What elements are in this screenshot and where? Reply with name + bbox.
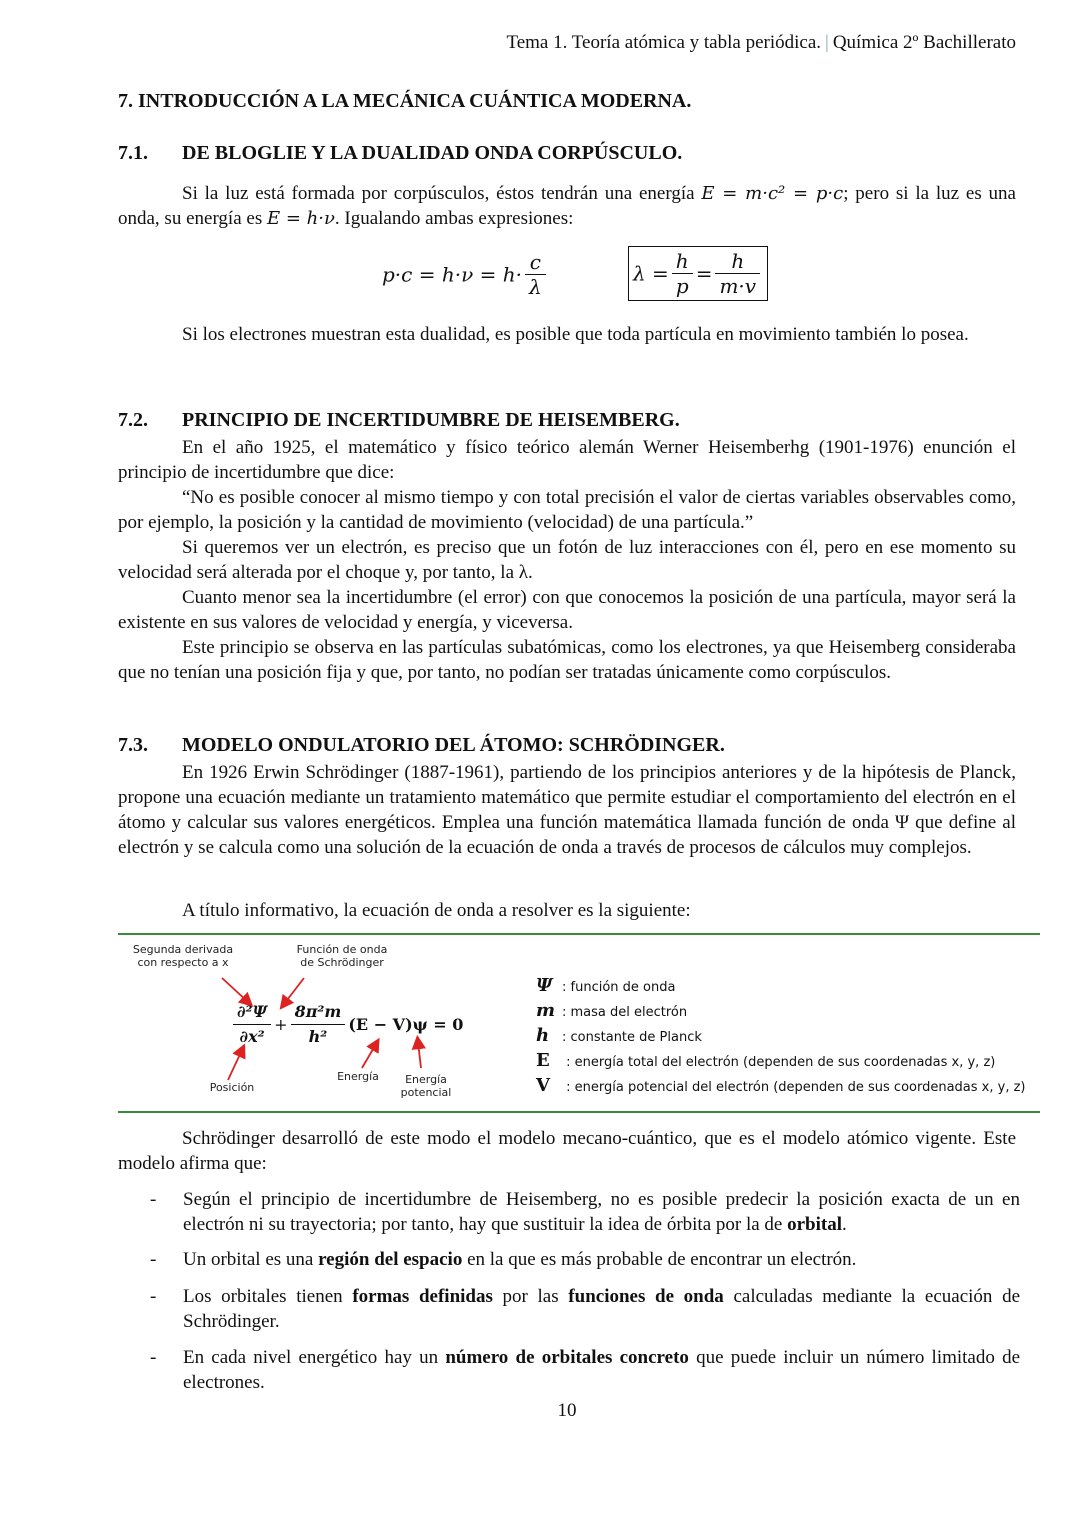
equation-tail: (E − V)ψ = 0: [348, 1015, 464, 1034]
bullet-dash: -: [150, 1189, 157, 1210]
paragraph: Cuanto menor sea la incertidumbre (el error) con que conocemos la posición de una partícula, mayor será la existente en sus valores de velocidad y energía, y viceversa.: [118, 587, 1016, 633]
paragraph: En el año 1925, el matemático y físico teórico alemán Werner Heisemberhg (1901-1976) enunción el principio de incertidumbre que dice:: [118, 437, 1016, 483]
paragraph: Este principio se observa en las partículas subatómicas, como los electrones, ya que Heisemberg consideraba que no tenían una posición fija y que, por tanto, no podían ser tratadas únicamente como corpúsculos.: [118, 637, 1016, 683]
bullet-dash: -: [150, 1249, 157, 1270]
label-energy: Energía: [337, 1070, 379, 1083]
label-line: de Schrödinger: [300, 956, 384, 969]
header-topic: Tema 1. Teoría atómica y tabla periódica.: [506, 32, 822, 53]
text: En cada nivel energético hay un: [183, 1347, 446, 1368]
legend-text: : energía potencial del electrón (dependen de sus coordenadas x, y, z): [562, 1080, 1026, 1095]
running-header: [506, 32, 1016, 54]
legend-symbol: h: [536, 1025, 550, 1046]
header-course: Química 2º Bachillerato: [832, 32, 1016, 53]
page-number: 10: [557, 1400, 577, 1421]
bold-text: región del espacio: [318, 1249, 463, 1270]
text: calculadas mediante la ecuación de Schrödinger.: [183, 1286, 1020, 1332]
lambda-symbol: λ =: [633, 261, 669, 286]
fraction-denominator: m·v: [719, 274, 757, 298]
arrow: [222, 978, 248, 1002]
label-line: Energía: [405, 1073, 447, 1086]
legend-item: [536, 1050, 995, 1071]
label-line: Función de onda: [296, 943, 388, 956]
fraction-numerator: ∂²Ψ: [233, 1000, 271, 1025]
arrow: [228, 1050, 242, 1080]
text: en la que es más probable de encontrar un electrón.: [462, 1249, 857, 1270]
text: . Igualando ambas expresiones:: [334, 208, 574, 229]
text: Un orbital es una: [183, 1249, 319, 1270]
plus-sign: +: [274, 1015, 288, 1034]
label-line: Segunda derivada: [132, 943, 234, 956]
paragraph: Si los electrones muestran esta dualidad, es posible que toda partícula en movimiento también lo posea.: [182, 324, 969, 345]
equals-sign: =: [695, 261, 713, 286]
legend-text: : masa del electrón: [562, 1005, 688, 1020]
fraction-numerator: h: [672, 249, 693, 274]
paragraph: En 1926 Erwin Schrödinger (1887-1961), partiendo de los principios anteriores y de la hipótesis de Planck, propone una ecuación mediante un tratamiento matemático que permite estudiar el comportamiento del electrón en el átomo y calcular sus valores energéticos. Emplea una función matemática llamada función de onda Ψ que define al electrón y se calcula como una solución de la ecuación de onda a través de procesos de cálculos muy complejos.: [118, 762, 1016, 858]
equation-inline: E = h·ν: [266, 208, 335, 229]
legend-item: [536, 1075, 1026, 1096]
paragraph: Schrödinger desarrolló de este modo el modelo mecano-cuántico, que es el modelo atómico vigente. Este modelo afirma que:: [118, 1128, 1016, 1174]
fraction-denominator: p: [675, 274, 689, 298]
section-7-title: 7. INTRODUCCIÓN A LA MECÁNICA CUÁNTICA MODERNA.: [118, 90, 692, 112]
text: que puede incluir un número limitado de electrones.: [183, 1347, 1021, 1393]
legend-text: : función de onda: [562, 980, 676, 995]
de-broglie-boxed-equation: [628, 246, 768, 301]
bold-text: funciones de onda: [568, 1286, 724, 1307]
legend-item: [536, 975, 675, 996]
bullet-dash: -: [150, 1347, 157, 1368]
section-7-2-heading: [118, 409, 680, 432]
section-number: 7.2.: [118, 409, 148, 431]
section-title: DE BLOGLIE Y LA DUALIDAD ONDA CORPÚSCULO.: [182, 142, 683, 164]
text: ; pero si la luz es una onda, su energía es: [118, 183, 1016, 229]
text: por las: [492, 1286, 569, 1307]
paragraph: A título informativo, la ecuación de onda a resolver es la siguiente:: [182, 900, 691, 921]
text: Según el principio de incertidumbre de Heisemberg, no es posible predecir la posición exacta de un en electrón ni su trayectoria; por tanto, hay que sustituir la idea de órbita por la de: [183, 1189, 1020, 1235]
bullet-dash: -: [150, 1286, 157, 1307]
list-item: [150, 1187, 1020, 1237]
section-7-1-heading: [118, 142, 682, 165]
list-item: [150, 1345, 1020, 1395]
paragraph: [118, 181, 1016, 231]
legend-text: : constante de Planck: [562, 1030, 702, 1045]
label-line: con respecto a x: [137, 956, 229, 969]
bold-text: número de orbitales concreto: [445, 1347, 689, 1368]
text: Si la luz está formada por corpúsculos, éstos tendrán una energía: [182, 183, 702, 204]
bold-text: orbital: [787, 1214, 842, 1235]
section-number: 7.3.: [118, 734, 148, 756]
bold-text: formas definidas: [352, 1286, 493, 1307]
header-separator: |: [825, 32, 829, 53]
legend-item: [536, 1000, 687, 1021]
fraction-denominator: ∂x²: [239, 1027, 265, 1046]
legend-symbol: m: [536, 1000, 556, 1021]
legend-symbol: E: [536, 1050, 550, 1071]
figure-bottom-rule: [118, 1111, 1040, 1113]
section-title: PRINCIPIO DE INCERTIDUMBRE DE HEISEMBERG.: [182, 409, 680, 431]
paragraph: Si queremos ver un electrón, es preciso que un fotón de luz interacciones con él, pero en ese momento su velocidad será alterada por el choque y, por tanto, la λ.: [118, 537, 1016, 583]
fraction-denominator: λ: [528, 275, 542, 299]
momentum-equation: [382, 250, 549, 299]
fraction-numerator: 8π²m: [291, 1000, 346, 1025]
equation-left: p·c = h·ν = h·: [382, 262, 522, 287]
fraction-denominator: h²: [308, 1027, 328, 1046]
list-item: [150, 1247, 1020, 1272]
text: Los orbitales tienen: [183, 1286, 353, 1307]
quote-paragraph: “No es posible conocer al mismo tiempo y con total precisión el valor de ciertas variables observables como, por ejemplo, la posición y la cantidad de movimiento (velocidad) de una partícula.”: [118, 487, 1016, 533]
equation-inline: E = m·c² = p·c: [701, 183, 844, 204]
legend-text: : energía total del electrón (dependen de sus coordenadas x, y, z): [562, 1055, 996, 1070]
text: .: [842, 1214, 847, 1235]
fraction-numerator: h: [715, 249, 760, 274]
section-7-3-heading: [118, 734, 725, 757]
schrodinger-equation: [230, 1000, 463, 1049]
fraction-numerator: c: [525, 250, 546, 275]
label-position: Posición: [209, 1081, 255, 1094]
label-line: potencial: [400, 1086, 452, 1099]
legend-symbol: Ψ: [536, 975, 553, 996]
section-title: MODELO ONDULATORIO DEL ÁTOMO: SCHRÖDINGER.: [182, 734, 725, 756]
list-item: [150, 1284, 1020, 1334]
section-number: 7.1.: [118, 142, 148, 164]
label-potential-energy: [394, 1073, 458, 1099]
legend-item: [536, 1025, 702, 1046]
legend-symbol: V: [536, 1075, 550, 1096]
